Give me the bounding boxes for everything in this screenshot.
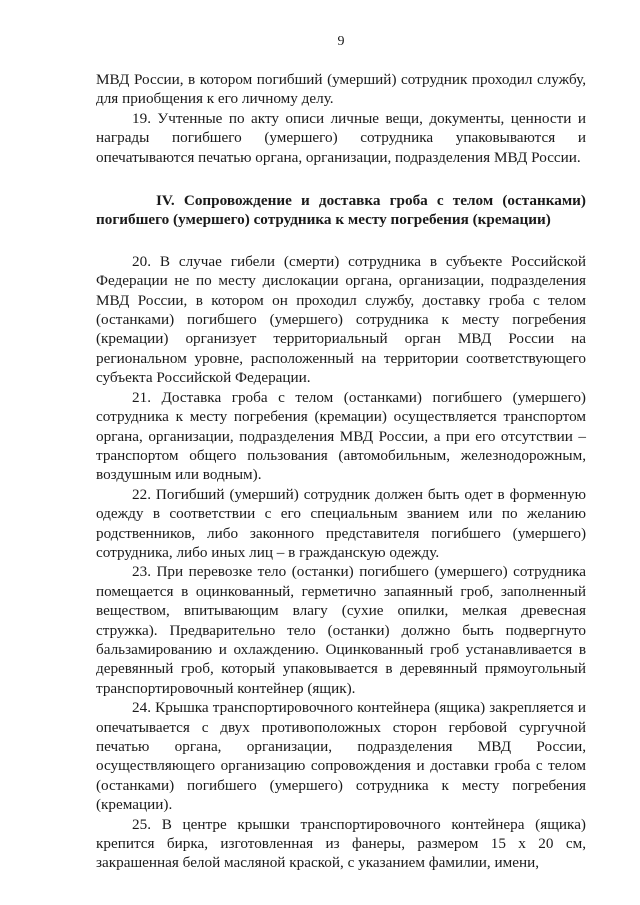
intro-paragraph: МВД России, в котором погибший (умерший) сотрудник проходил службу, для приобщения к его личному делу. (96, 71, 586, 108)
paragraph-25: 25. В центре крышки транспортировочного контейнера (ящика) крепится бирка, изготовленная из фанеры, размером 15 х 20 см, закрашенная белой масляной краской, с указанием фамилии, имени, (96, 815, 586, 872)
paragraph-24: 24. Крышка транспортировочного контейнера (ящика) закрепляется и опечатывается с двух противоположных сторон гербовой сургучной печатью органа, организации, подразделения МВД России, осуществляющего организацию сопровождения и доставки гроба с телом (останками) погибшего (умершего) сотрудника к месту погребения (кремации). (96, 699, 586, 814)
page-number: 9 (337, 34, 345, 49)
paragraph-23: 23. При перевозке тело (останки) погибшего (умершего) сотрудника помещается в оцинкованный, герметично запаянный гроб, заполненный веществом, впитывающим влагу (сухие опилки, мелкая древесная стружка). Предварительно тело (останки) должно быть подвергнуто бальзамированию и охлаждению. Оцинкованный гроб устанавливается в деревянный гроб, который упаковывается в деревянный прямоугольный транспортировочный контейнер (ящик). (96, 563, 586, 697)
paragraph-19: 19. Учтенные по акту описи личные вещи, документы, ценности и награды погибшего (умершего) сотрудника упаковываются и опечатываются печатью органа, организации, подразделения МВД России. (96, 109, 586, 166)
paragraph-20: 20. В случае гибели (смерти) сотрудника в субъекте Российской Федерации не по месту дислокации органа, организации, подразделения МВД России, в котором он проходил службу, доставку гроба с телом (останками) погибшего (умершего) сотрудника к месту погребения (кремации) организует территориальный орган МВД России на региональном уровне, расположенный на территории соответствующего субъекта Российской Федерации. (96, 252, 586, 387)
section-heading: IV. Сопровождение и доставка гроба с телом (останками) погибшего (умершего) сотрудника к месту погребения (кремации) (96, 192, 586, 229)
paragraph-21: 21. Доставка гроба с телом (останками) погибшего (умершего) сотрудника к месту погребения (кремации) осуществляется транспортом органа, организации, подразделения МВД России, а при его отсутствии – транспортом общего пользования (автомобильным, железнодорожным, воздушным или водным). (96, 388, 586, 484)
paragraph-22: 22. Погибший (умерший) сотрудник должен быть одет в форменную одежду в соответствии с его специальным званием или по желанию родственников, либо законного представителя погибшего (умершего) сотрудника, либо иных лиц – в гражданскую одежду. (96, 485, 586, 561)
